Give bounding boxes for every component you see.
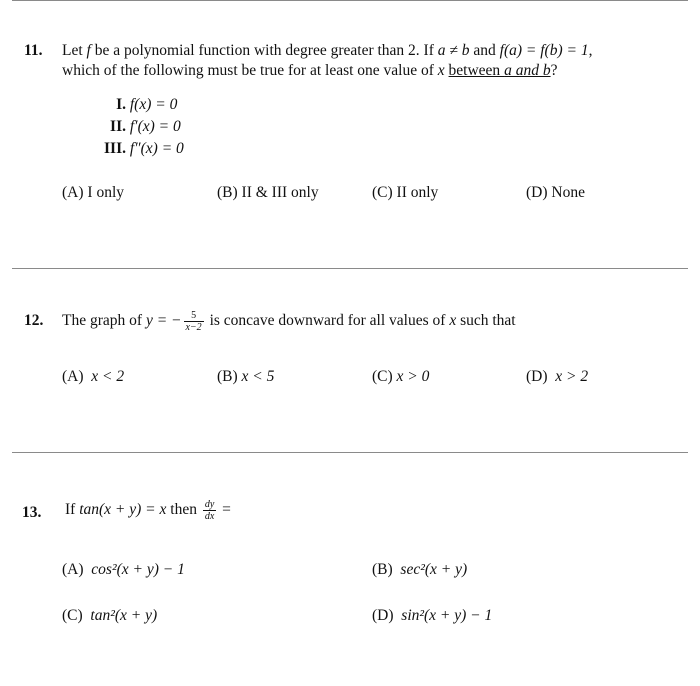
q13-fraction: $\frac{dy}{dx}$ <box>204 498 215 522</box>
q13-choice-c[interactable]: (C) tan²(x + y) <box>62 607 158 624</box>
q12-prompt: The graph of y = − $\frac{5}{x-2}$ is concave downward for all values of x such that <box>62 309 516 333</box>
q11-line1: Let f be a polynomial function with degree greater than 2. If a ≠ b and f(a) = f(b) = 1, <box>62 42 593 59</box>
q12-choice-b[interactable]: (B) x < 5 <box>217 368 275 385</box>
q13-choice-b[interactable]: (B) sec²(x + y) <box>372 561 468 578</box>
q13-choice-a[interactable]: (A) cos²(x + y) − 1 <box>62 561 185 578</box>
q12-number: 12. <box>24 312 44 329</box>
q11-statement-3: III. f″(x) = 0 <box>104 140 184 157</box>
q12-choice-d[interactable]: (D) x > 2 <box>526 368 589 385</box>
q11-choice-c[interactable]: (C) II only <box>372 184 439 201</box>
divider-1 <box>12 268 688 269</box>
q12-choice-c[interactable]: (C) x > 0 <box>372 368 430 385</box>
q11-choice-a[interactable]: (A) I only <box>62 184 124 201</box>
q11-statement-1: I. f(x) = 0 <box>116 96 178 113</box>
divider-2 <box>12 452 688 453</box>
q13-choice-d[interactable]: (D) sin²(x + y) − 1 <box>372 607 493 624</box>
q12-choice-a[interactable]: (A) x < 2 <box>62 368 125 385</box>
q11-choice-b[interactable]: (B) II & III only <box>217 184 319 201</box>
q13-prompt: If tan(x + y) = x then $\frac{dy}{dx}$ = <box>65 498 231 522</box>
q11-choice-d[interactable]: (D) None <box>526 184 585 201</box>
top-rule <box>12 0 688 1</box>
q11-number: 11. <box>24 42 43 59</box>
q13-number: 13. <box>22 504 42 521</box>
q11-line2: which of the following must be true for at least one value of x between a and b? <box>62 62 558 79</box>
q11-statement-2: II. f′(x) = 0 <box>110 118 181 135</box>
q12-fraction: $\frac{5}{x-2}$ <box>185 309 202 333</box>
